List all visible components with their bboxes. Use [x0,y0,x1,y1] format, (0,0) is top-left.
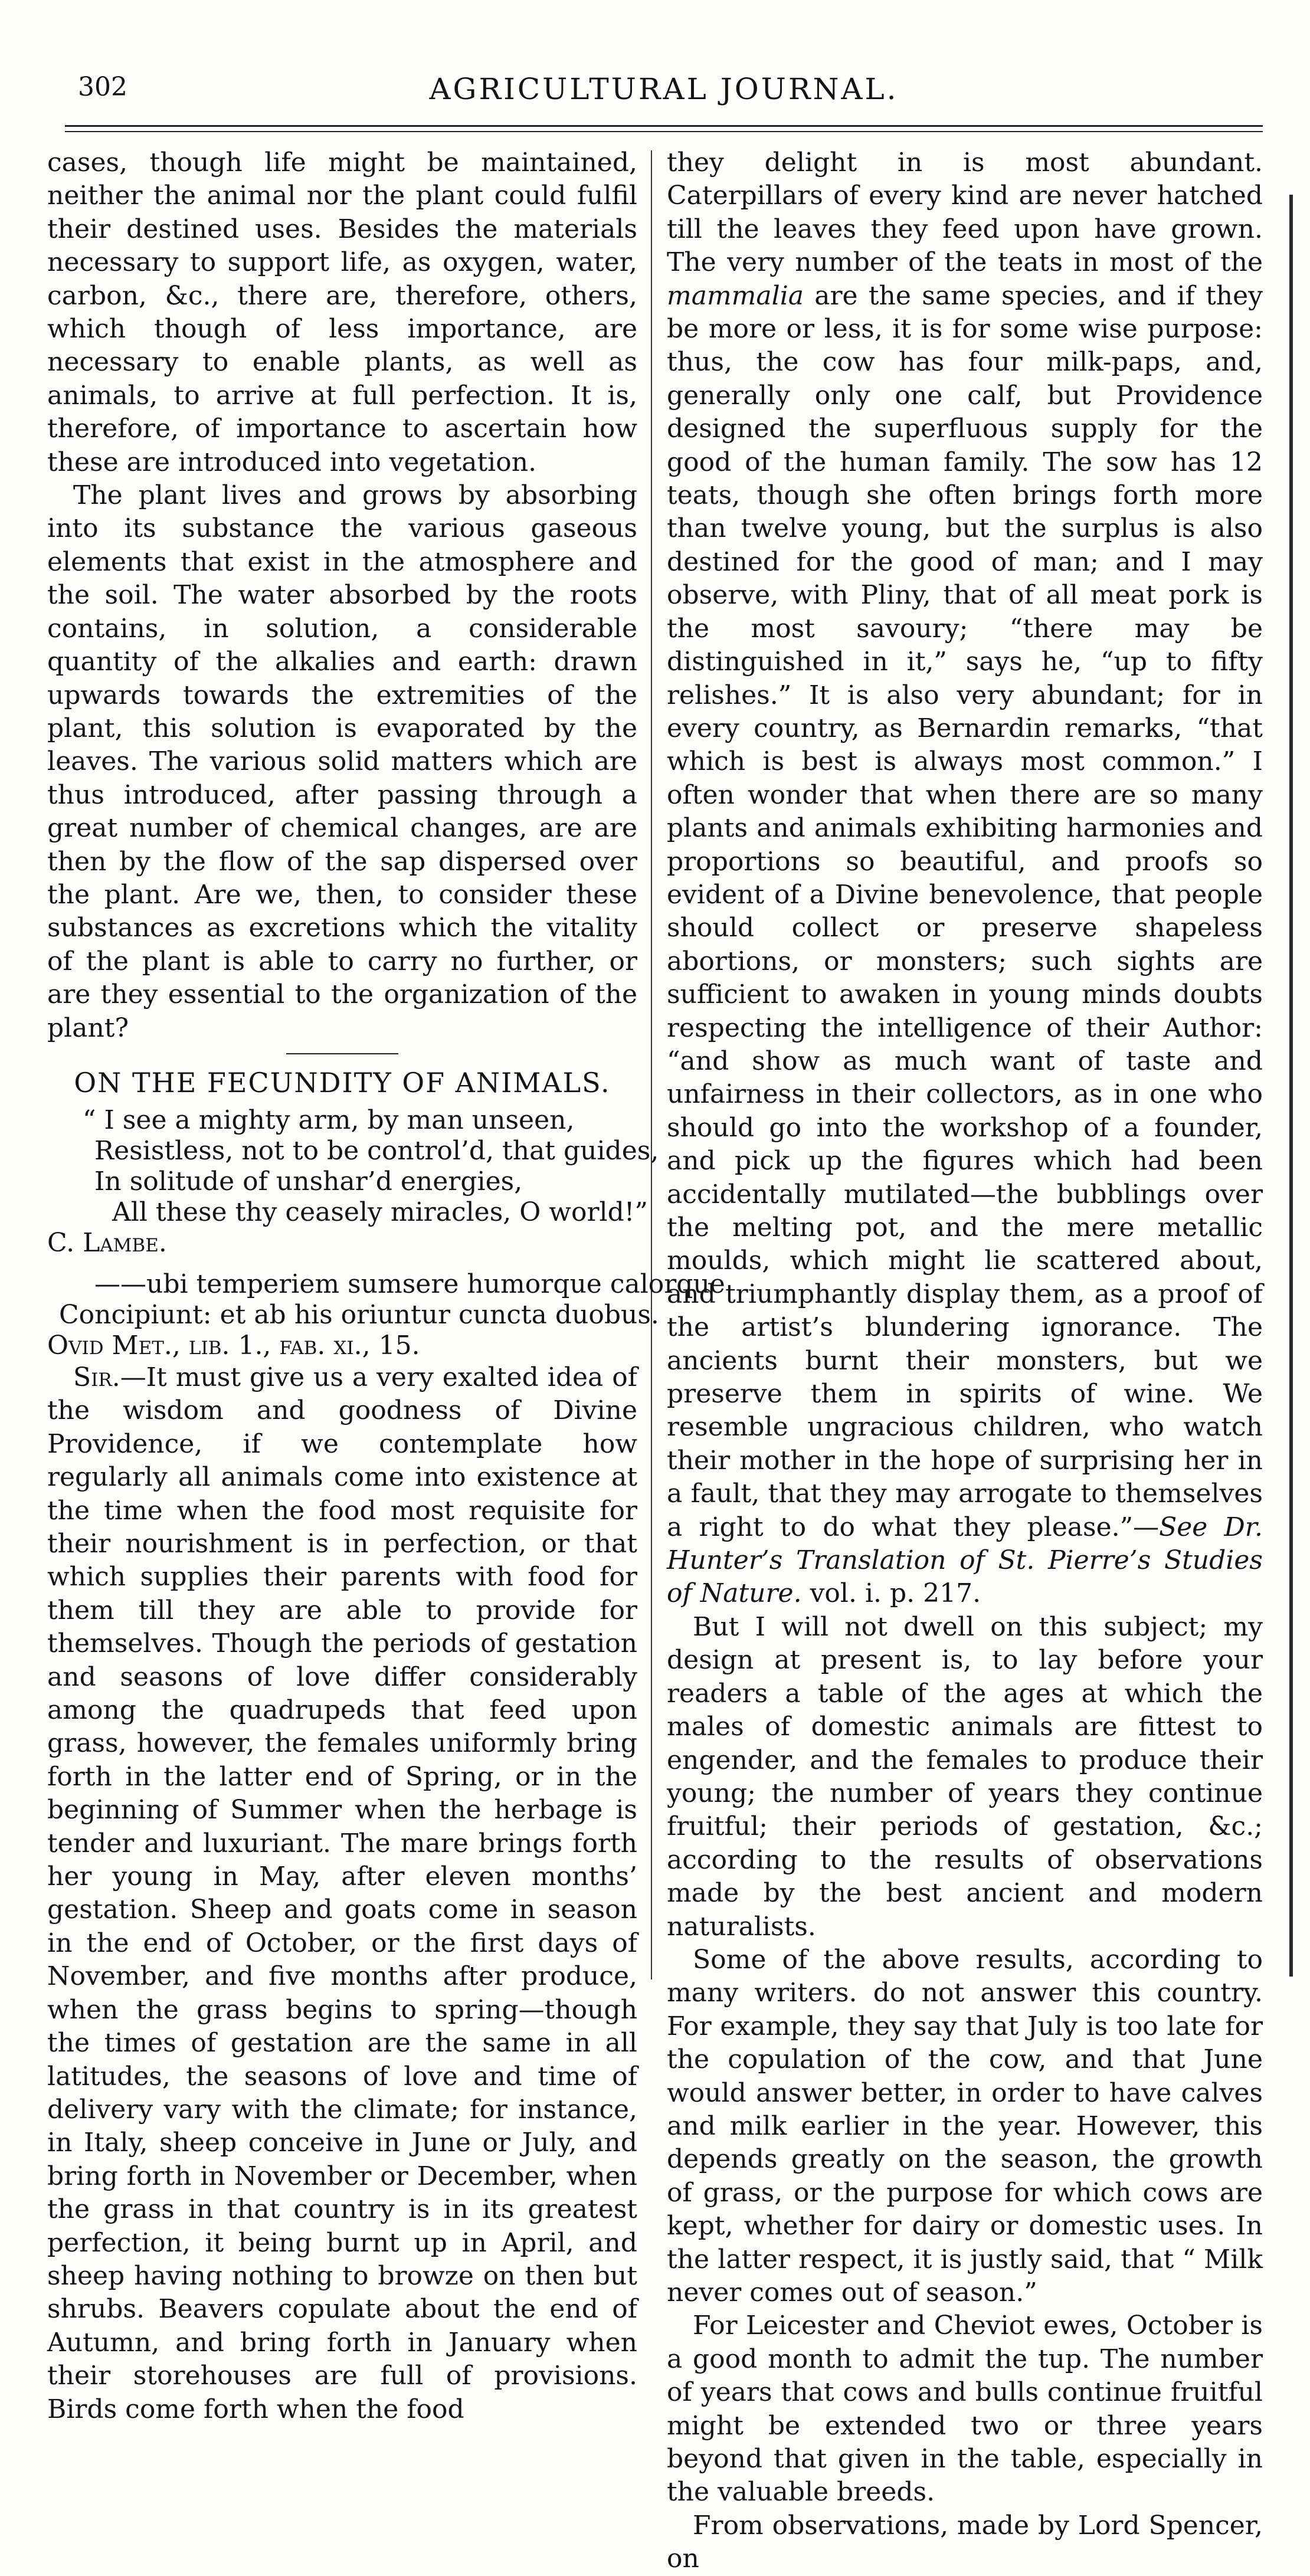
running-head: AGRICULTURAL JOURNAL. [429,72,899,106]
page-header [65,70,1263,129]
right-paragraph-1-text-a: they delight in is most abundant. Caterpillars of every kind are never hatched till the leaves they feed upon have grown. The very number of the teats in most of the [667,148,1263,278]
right-paragraph-1-text-b: are the same species, and if they be more or less, it is for some wise purpose: thus, the cow has four milk-paps, and, generally only one calf, but Providence designed the superfluous supply for the good of the human family. The sow has 12 teats, though she often brings forth more than twelve young, but the surplus is also destined for the good of man; and I may observe, with Pliny, that of all meat pork is the most savoury; “there may be distinguished in it,” says he, “up to fifty relishes.” It is also very abundant; for in every country, as Bernardin remarks, “that which is best is always most common.” I often wonder that when there are so many plants and animals exhibiting harmonies and proportions so beautiful, and proofs so evident of a Divine benevolence, that people should collect or preserve shapeless abortions, or monsters; such sights are sufficient to awaken in young minds doubts respecting the intelligence of their Author: “and show as much want of taste and unfairness in their collectors, as in one who should go into the workshop of a founder, and pick up the figures which had been accidentally mutilated—the bubblings over the melting pot, and the mere metallic moulds, which might lie scattered about, and triumphantly display them, as a proof of the artist’s blundering ignorance. The ancients burnt their monsters, but we preserve them in spirits of wine. We resemble ungracious children, who watch their mother in the hope of surprising her in a fault, that they may arrogate to themselves a right to do what they please.”— [667,280,1263,1542]
right-paragraph-4: For Leicester and Cheviot ewes, October is a good month to admit the tup. The number of years that cows and bulls continue fruitful might be extended two or three years beyond that given in the table, especially in the valuable breeds. [667,2310,1263,2508]
right-paragraph-5: From observations, made by Lord Spencer, on [667,2510,1263,2574]
header-rule-thin [65,131,1263,132]
verse-attribution: C. Lambe. [47,1227,167,1258]
left-paragraph-3 [47,1361,637,2426]
epigraph-latin [47,1269,725,1330]
right-paragraph-3: Some of the above results, according to many writers. do not answer this country. For example, they say that July is too late for the copulation of the cow, and that June would answer better, in order to have calves and milk earlier in the year. However, this depends greatly on the season, the growth of grass, or the purpose for which cows are kept, whether for dairy or domestic uses. In the latter respect, it is justly said, that “ Milk never comes out of season.” [667,1944,1263,2308]
column-divider [651,150,652,1979]
section-title: ON THE FECUNDITY OF ANIMALS. [74,1066,611,1099]
verse-line: In solitude of unshar’d energies, [94,1166,523,1197]
verse-line: “ I see a mighty arm, by man unseen, [83,1105,575,1135]
epigraph-verse [47,1105,659,1228]
verse-line: Resistless, not to be control’d, that guides, [94,1135,659,1166]
right-paragraph-1-text-c: vol. i. p. 217. [801,1578,981,1609]
left-column [47,146,725,2426]
left-paragraph-1: cases, though life might be maintained, neither the animal nor the plant could fulfil their destined uses. Besides the materials necessary to support life, as oxygen, water, carbon, &c., there are, therefore, others, which though of less importance, are necessary to enable plants, as well as animals, to arrive at full perfection. It is, therefore, of importance to ascertain how these are introduced into vegetation. [47,148,637,477]
latin-attribution: Ovid Met., lib. 1., fab. xi., 15. [47,1330,420,1361]
header-rule [65,125,1263,127]
left-paragraph-2: The plant lives and grows by absorbing into its substance the various gaseous elements that exist in the atmosphere and the soil. The water absorbed by the roots contains, in solution, a considerable quantity of the alkalies and earth: drawn upwards towards the extremities of the plant, this solution is evaporated by the leaves. The various solid matters which are thus introduced, after passing through a great number of chemical changes, are are then by the flow of the sap dispersed over the plant. Are we, then, to consider these substances as excretions which the vitality of the plant is able to carry no further, or are they essential to the organization of the plant? [47,480,637,1043]
mammalia-term: mammalia [667,280,804,311]
page-edge-shadow [1289,195,1293,1977]
page-number: 302 [78,72,127,102]
verse-line: All these thy ceasely miracles, O world!” [112,1197,648,1227]
latin-line: Concipiunt: et ab his oriuntur cuncta duobus. [59,1299,659,1330]
right-column [667,146,1263,2576]
right-paragraph-2: But I will not dwell on this subject; my design at present is, to lay before your readers a table of the ages at which the males of domestic animals are fittest to engender, and the females to produce their young; the number of years they continue fruitful; their periods of gestation, &c.; according to the results of observations made by the best ancient and modern naturalists. [667,1611,1263,1942]
citation: See Dr. Hunter’s Translation of St. Pierre’s Studies of Nature. [667,1512,1263,1609]
left-paragraph-3-text: —It must give us a very exalted idea of the wisdom and goodness of Divine Providence, if we contemplate how regularly all animals come into existence at the time when the food most requisite for their nourishment is in perfection, or that which supplies their parents with food for them till they are able to provide for themselves. Though the periods of gestation and seasons of love differ considerably among the quadrupeds that feed upon grass, however, the females uniformly bring forth in the latter end of Spring, or in the beginning of Summer when the herbage is tender and luxuriant. The mare brings forth her young in May, after eleven months’ gestation. Sheep and goats come in season in the end of October, or the first days of November, and five months after produce, when the grass begins to spring—though the times of gestation are the same in all latitudes, the seasons of love and time of delivery vary with the climate; for instance, in Italy, sheep conceive in June or July, and bring forth in November or December, when the grass in that country is in its greatest perfection, it being burnt up in April, and sheep having nothing to browze on then but shrubs. Beavers copulate about the end of Autumn, and bring forth in January when their storehouses are full of provisions. Birds come forth when the food [47,1362,637,2424]
section-divider [286,1053,398,1054]
right-paragraph-1 [667,146,1263,1611]
latin-line: ——ubi temperiem sumsere humorque calorque [94,1269,725,1299]
salutation: Sir. [73,1362,120,1392]
